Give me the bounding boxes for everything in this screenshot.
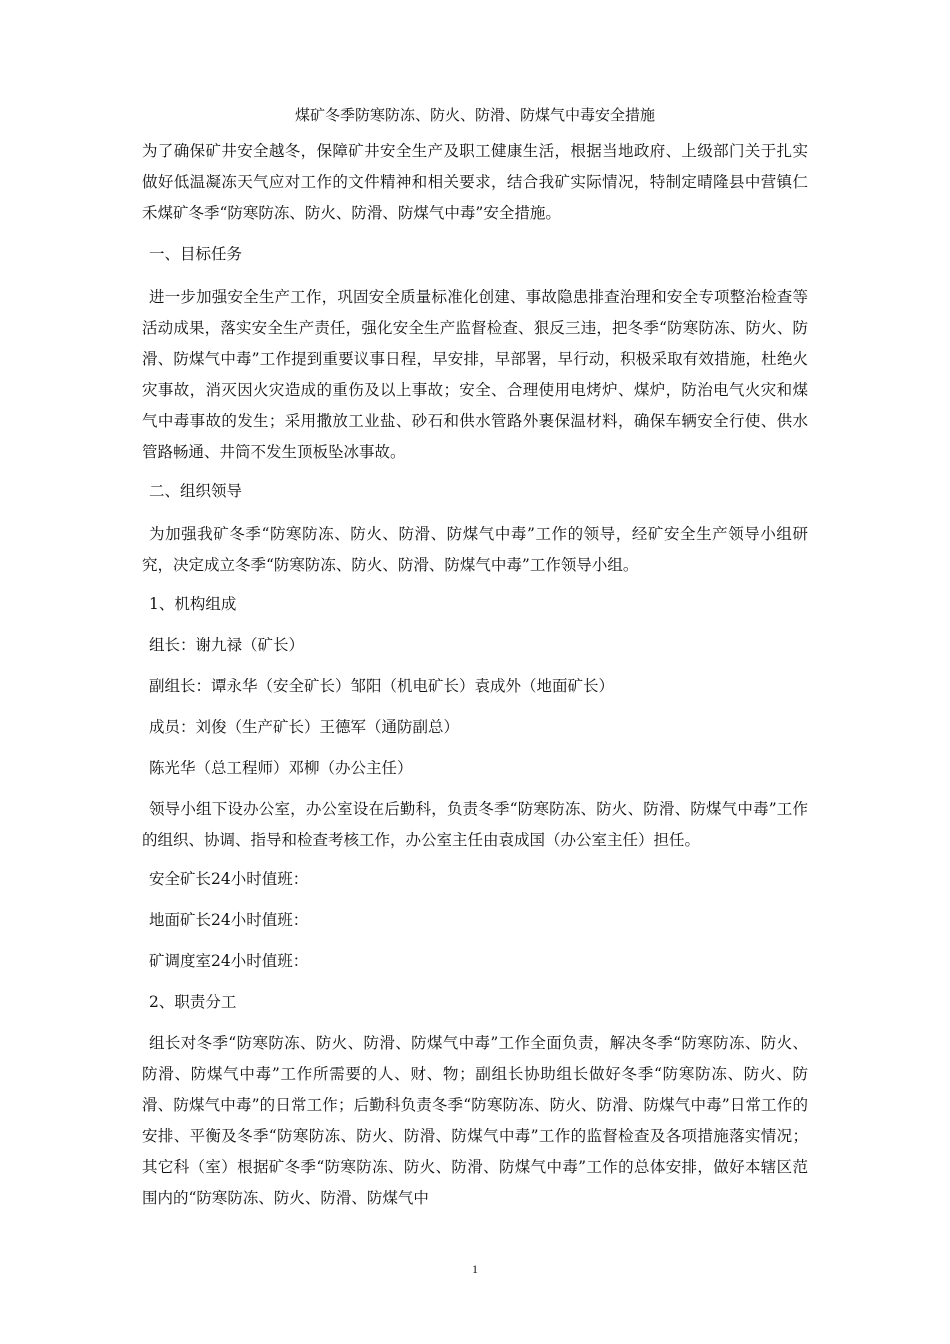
- members-line: 成员：刘俊（生产矿长）王德军（通防副总）: [149, 718, 460, 736]
- section-body-goals: 进一步加强安全生产工作，巩固安全质量标准化创建、事故隐患排查治理和安全专项整治检查等活动成果，落实安全生产责任，强化安全生产监督检查、狠反三违，把冬季“防寒防冻、防火、防滑、防煤气中毒”工作提到重要议事日程，早安排，早部署，早行动，积极采取有效措施，杜绝火灾事故，消灭因火灾造成的重伤及以上事故；安全、合理使用电烤炉、煤炉，防治电气火灾和煤气中毒事故的发生；采用撒放工业盐、砂石和供水管路外裹保温材料，确保车辆安全行使、供水管路畅通、井筒不发生顶板坠冰事故。: [142, 288, 808, 461]
- duties-paragraph: 组长对冬季“防寒防冻、防火、防滑、防煤气中毒”工作全面负责，解决冬季“防寒防冻、防火、防滑、防煤气中毒”工作所需要的人、财、物；副组长协助组长做好冬季“防寒防冻、防火、防滑、防煤气中毒”的日常工作；后勤科负责冬季“防寒防冻、防火、防滑、防煤气中毒”日常工作的安排、平衡及冬季“防寒防冻、防火、防滑、防煤气中毒”工作的监督检查及各项措施落实情况；其它科（室）根据矿冬季“防寒防冻、防火、防滑、防煤气中毒”工作的总体安排，做好本辖区范围内的“防寒防冻、防火、防滑、防煤气中: [142, 1034, 808, 1207]
- page-number: 1: [472, 1262, 478, 1276]
- intro-paragraph: 为了确保矿井安全越冬，保障矿井安全生产及职工健康生活，根据当地政府、上级部门关于扎实做好低温凝冻天气应对工作的文件精神和相关要求，结合我矿实际情况，特制定晴隆县中营镇仁禾煤矿冬季“防寒防冻、防火、防滑、防煤气中毒”安全措施。: [142, 142, 808, 222]
- duty-line-dispatch: 矿调度室24小时值班：: [149, 952, 309, 970]
- deputy-line: 副组长：谭永华（安全矿长）邹阳（机电矿长）袁成外（地面矿长）: [149, 677, 615, 695]
- members-line-2: 陈光华（总工程师）邓柳（办公主任）: [149, 759, 413, 777]
- section-heading-goals: 一、目标任务: [149, 245, 243, 263]
- leader-line: 组长：谢九禄（矿长）: [149, 636, 305, 654]
- duty-line-surface: 地面矿长24小时值班：: [149, 911, 309, 929]
- section-body-organization: 为加强我矿冬季“防寒防冻、防火、防滑、防煤气中毒”工作的领导，经矿安全生产领导小组研究，决定成立冬季“防寒防冻、防火、防滑、防煤气中毒”工作领导小组。: [142, 525, 808, 574]
- document-title: 煤矿冬季防寒防冻、防火、防滑、防煤气中毒安全措施: [294, 106, 655, 124]
- document-body: [142, 136, 808, 1214]
- office-paragraph: 领导小组下设办公室，办公室设在后勤科，负责冬季“防寒防冻、防火、防滑、防煤气中毒”工作的组织、协调、指导和检查考核工作，办公室主任由袁成国（办公室主任）担任。: [142, 800, 808, 849]
- subsection-heading-structure: 1、机构组成: [149, 595, 237, 613]
- section-heading-organization: 二、组织领导: [149, 482, 243, 500]
- subsection-heading-duties: 2、职责分工: [149, 993, 237, 1011]
- duty-line-safety: 安全矿长24小时值班：: [149, 870, 309, 888]
